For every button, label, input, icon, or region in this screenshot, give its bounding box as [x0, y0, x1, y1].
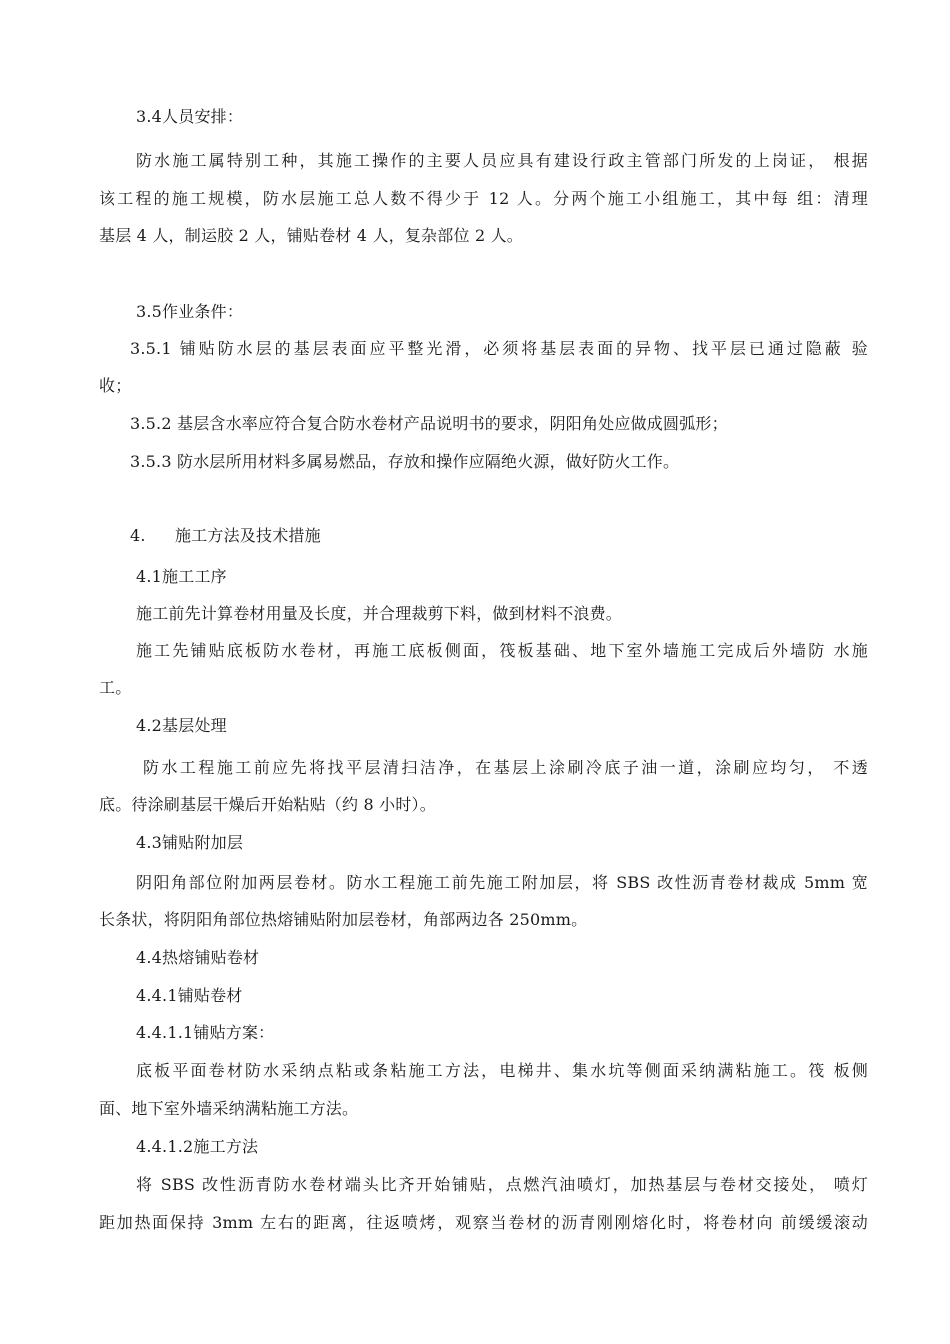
- heading-4-2: 4.2基层处理: [136, 716, 227, 735]
- section-title-4: 施工方法及技术措施: [175, 526, 321, 545]
- paragraph-line: 收；: [99, 376, 132, 395]
- paragraph-line: 该工程的施工规模，防水层施工总人数不得少于 12 人。分两个施工小组施工，其中每 组：清理: [99, 189, 868, 208]
- paragraph-line: 长条状，将阴阳角部位热熔铺贴附加层卷材，角部两边各 250mm。: [99, 910, 588, 929]
- paragraph-line: 将 SBS 改性沥青防水卷材端头比齐开始铺贴，点燃汽油喷灯，加热基层与卷材交接处， 喷灯: [136, 1175, 868, 1194]
- paragraph-line: 3.5.1 铺贴防水层的基层表面应平整光滑，必须将基层表面的异物、找平层已通过隐蔽 验: [130, 339, 868, 358]
- paragraph-line: 基层 4 人，制运胶 2 人，铺贴卷材 4 人，复杂部位 2 人。: [99, 226, 524, 245]
- paragraph-line: 施工先铺贴底板防水卷材，再施工底板侧面，筏板基础、地下室外墙施工完成后外墙防 水施: [136, 641, 868, 660]
- paragraph-line: 防水施工属特别工种，其施工操作的主要人员应具有建设行政主管部门所发的上岗证， 根据: [136, 151, 868, 170]
- paragraph-line: 工。: [99, 678, 132, 697]
- paragraph-line: 距加热面保持 3mm 左右的距离，往返喷烤，观察当卷材的沥青刚刚熔化时，将卷材向 前缓缓滚动: [99, 1213, 868, 1232]
- section-number-4: 4.: [130, 526, 146, 545]
- heading-3-4: 3.4人员安排：: [136, 107, 244, 126]
- heading-4-4-1: 4.4.1铺贴卷材: [136, 986, 243, 1005]
- paragraph-line: 防水工程施工前应先将找平层清扫洁净，在基层上涂刷冷底子油一道，涂刷应均匀， 不透: [143, 758, 868, 777]
- paragraph-line: 底。待涂刷基层干燥后开始粘贴（约 8 小时）。: [99, 795, 436, 814]
- paragraph-line: 底板平面卷材防水采纳点粘或条粘施工方法，电梯井、集水坑等侧面采纳满粘施工。筏 板侧: [136, 1061, 868, 1080]
- paragraph-line: 阴阳角部位附加两层卷材。防水工程施工前先施工附加层，将 SBS 改性沥青卷材裁成 5mm 宽: [136, 873, 868, 892]
- heading-4-4: 4.4热熔铺贴卷材: [136, 948, 260, 967]
- heading-4-1: 4.1施工工序: [136, 567, 227, 586]
- paragraph-line: 面、地下室外墙采纳满粘施工方法。: [99, 1099, 359, 1118]
- heading-4-4-1-2: 4.4.1.2施工方法: [136, 1137, 259, 1156]
- paragraph-line: 3.5.3 防水层所用材料多属易燃品，存放和操作应隔绝火源，做好防火工作。: [130, 452, 680, 471]
- heading-4-3: 4.3铺贴附加层: [136, 833, 244, 852]
- paragraph-line: 施工前先计算卷材用量及长度，并合理裁剪下料，做到材料不浪费。: [136, 604, 623, 623]
- heading-4-4-1-1: 4.4.1.1铺贴方案：: [136, 1023, 275, 1042]
- heading-3-5: 3.5作业条件：: [136, 302, 244, 321]
- paragraph-line: 3.5.2 基层含水率应符合复合防水卷材产品说明书的要求，阴阳角处应做成圆弧形；: [130, 414, 728, 433]
